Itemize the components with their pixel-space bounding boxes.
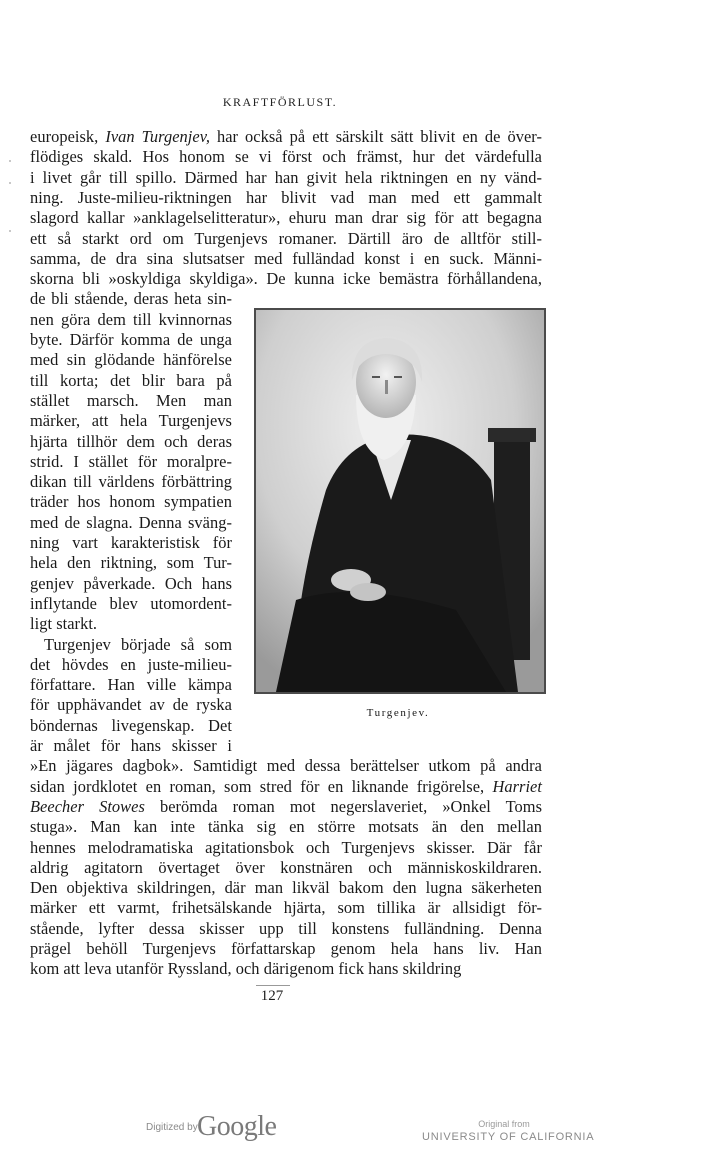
text-line: kom att leva utanför Ryssland, och därigenom fick hans skildring — [30, 959, 462, 979]
text-line: sidan jordklotet en roman, som stred för en liknande frigörelse, Harriet — [30, 776, 542, 796]
text-line: i livet går till spillo. Därmed har han givit hela riktningen en ny vänd- — [30, 167, 542, 187]
text-line: stående, lyfter dessa skisser upp till konstens fulländning. Denna — [30, 918, 542, 938]
text-line: för upphävandet av de ryska — [30, 695, 232, 715]
text-line: författare. Han ville kämpa — [30, 675, 232, 695]
text-line: det hövdes en juste-milieu- — [30, 654, 232, 674]
text-line: Beecher Stowes berömda roman mot negerslaveriet, »Onkel Toms — [30, 796, 542, 816]
text-line: ning vart karakteristisk för — [30, 533, 232, 552]
italic-text: Ivan Turgenjev, — [105, 127, 210, 146]
text-line: byte. Därför komma de unga — [30, 330, 232, 349]
text-line: inflytande blev utomordent- — [30, 593, 232, 613]
text-line: dikan till världens förbättring — [30, 472, 232, 492]
text-line: märker, att hela Turgenjevs — [30, 411, 232, 431]
figure-caption: Turgenjev. — [366, 707, 430, 719]
text-line: samma, de dra sina slutsatser med fulländad konst i en suck. Männi- — [30, 248, 542, 268]
text-line: slagord kallar »anklagelselitteratur», ehuru man drar sig för att begagna — [30, 208, 542, 228]
text-line: Den objektiva skildringen, där man likväl bakom den lugna säkerheten — [30, 878, 542, 898]
text-line: hjärta tillhör dem och deras — [30, 431, 232, 451]
original-from-label: Original from — [478, 1119, 530, 1129]
text-line: europeisk, Ivan Turgenjev, har också på ett särskilt sätt blivit en de över- — [30, 127, 542, 146]
google-logo: Google — [197, 1111, 277, 1142]
text-line: träder hos honom sympatien — [30, 492, 232, 512]
text-line: hela den riktning, som Tur- — [30, 553, 232, 573]
text-line: »En jägares dagbok». Samtidigt med dessa berättelser utkom på andra — [30, 756, 542, 776]
text-line: strid. I stället för moralpre- — [30, 451, 232, 471]
running-head: KRAFTFÖRLUST. — [222, 95, 338, 109]
text-line: de bli stående, deras heta sin- — [30, 289, 232, 309]
text-line: ning. Juste-milieu-riktningen har blivit vad man med ett gammalt — [30, 187, 542, 207]
digitized-by-label: Digitized by — [146, 1122, 198, 1133]
scan-mark — [9, 182, 11, 184]
portrait-figure — [254, 308, 546, 694]
scan-mark — [9, 160, 11, 162]
scan-mark — [9, 230, 11, 232]
text-line: stuga». Man kan inte tänka sig en större motsats än den mellan — [30, 817, 542, 837]
text-line: ligt starkt. — [30, 614, 98, 634]
page-number: 127 — [260, 988, 284, 1004]
portrait-image — [256, 310, 544, 692]
text-line: böndernas livegenskap. Det — [30, 715, 232, 735]
text-line: till korta; det blir bara på — [30, 370, 232, 390]
text-line: stället marsch. Men man — [30, 390, 232, 410]
italic-text: Harriet — [492, 776, 542, 796]
text-line: är målet för hans skisser i — [30, 736, 232, 755]
university-label: UNIVERSITY OF CALIFORNIA — [422, 1131, 595, 1143]
text-line: med de slagna. Denna sväng- — [30, 512, 232, 532]
page-number-rule — [256, 985, 290, 986]
text-line: flödiges skald. Hos honom se vi först och främst, hur det värdefulla — [30, 147, 542, 167]
text-line: hennes melodramatiska agitationsbok och Turgenjevs skisser. Där får — [30, 837, 542, 857]
text-line: Turgenjev började så som — [44, 634, 232, 654]
text-line: aldrig agitatorn övertaget över konstnären och människoskildraren. — [30, 857, 542, 877]
text-line: nen göra dem till kvinnornas — [30, 309, 232, 329]
text-line: genjev påverkade. Och hans — [30, 573, 232, 593]
text-line: skorna bli »oskyldiga skyldiga». De kunna icke bemästra förhållandena, — [30, 269, 542, 289]
text-line: med sin glödande hänförelse — [30, 350, 232, 370]
italic-text: Beecher Stowes — [30, 796, 145, 816]
text-line: märker ett varmt, frihetsälskande hjärta, som tillika är allsidigt för- — [30, 898, 542, 918]
text-line: prägel behöll Turgenjevs författarskap genom hela hans liv. Han — [30, 939, 542, 958]
text-line: ett så starkt ord om Turgenjevs romaner. Därtill äro de alltför still- — [30, 228, 542, 248]
